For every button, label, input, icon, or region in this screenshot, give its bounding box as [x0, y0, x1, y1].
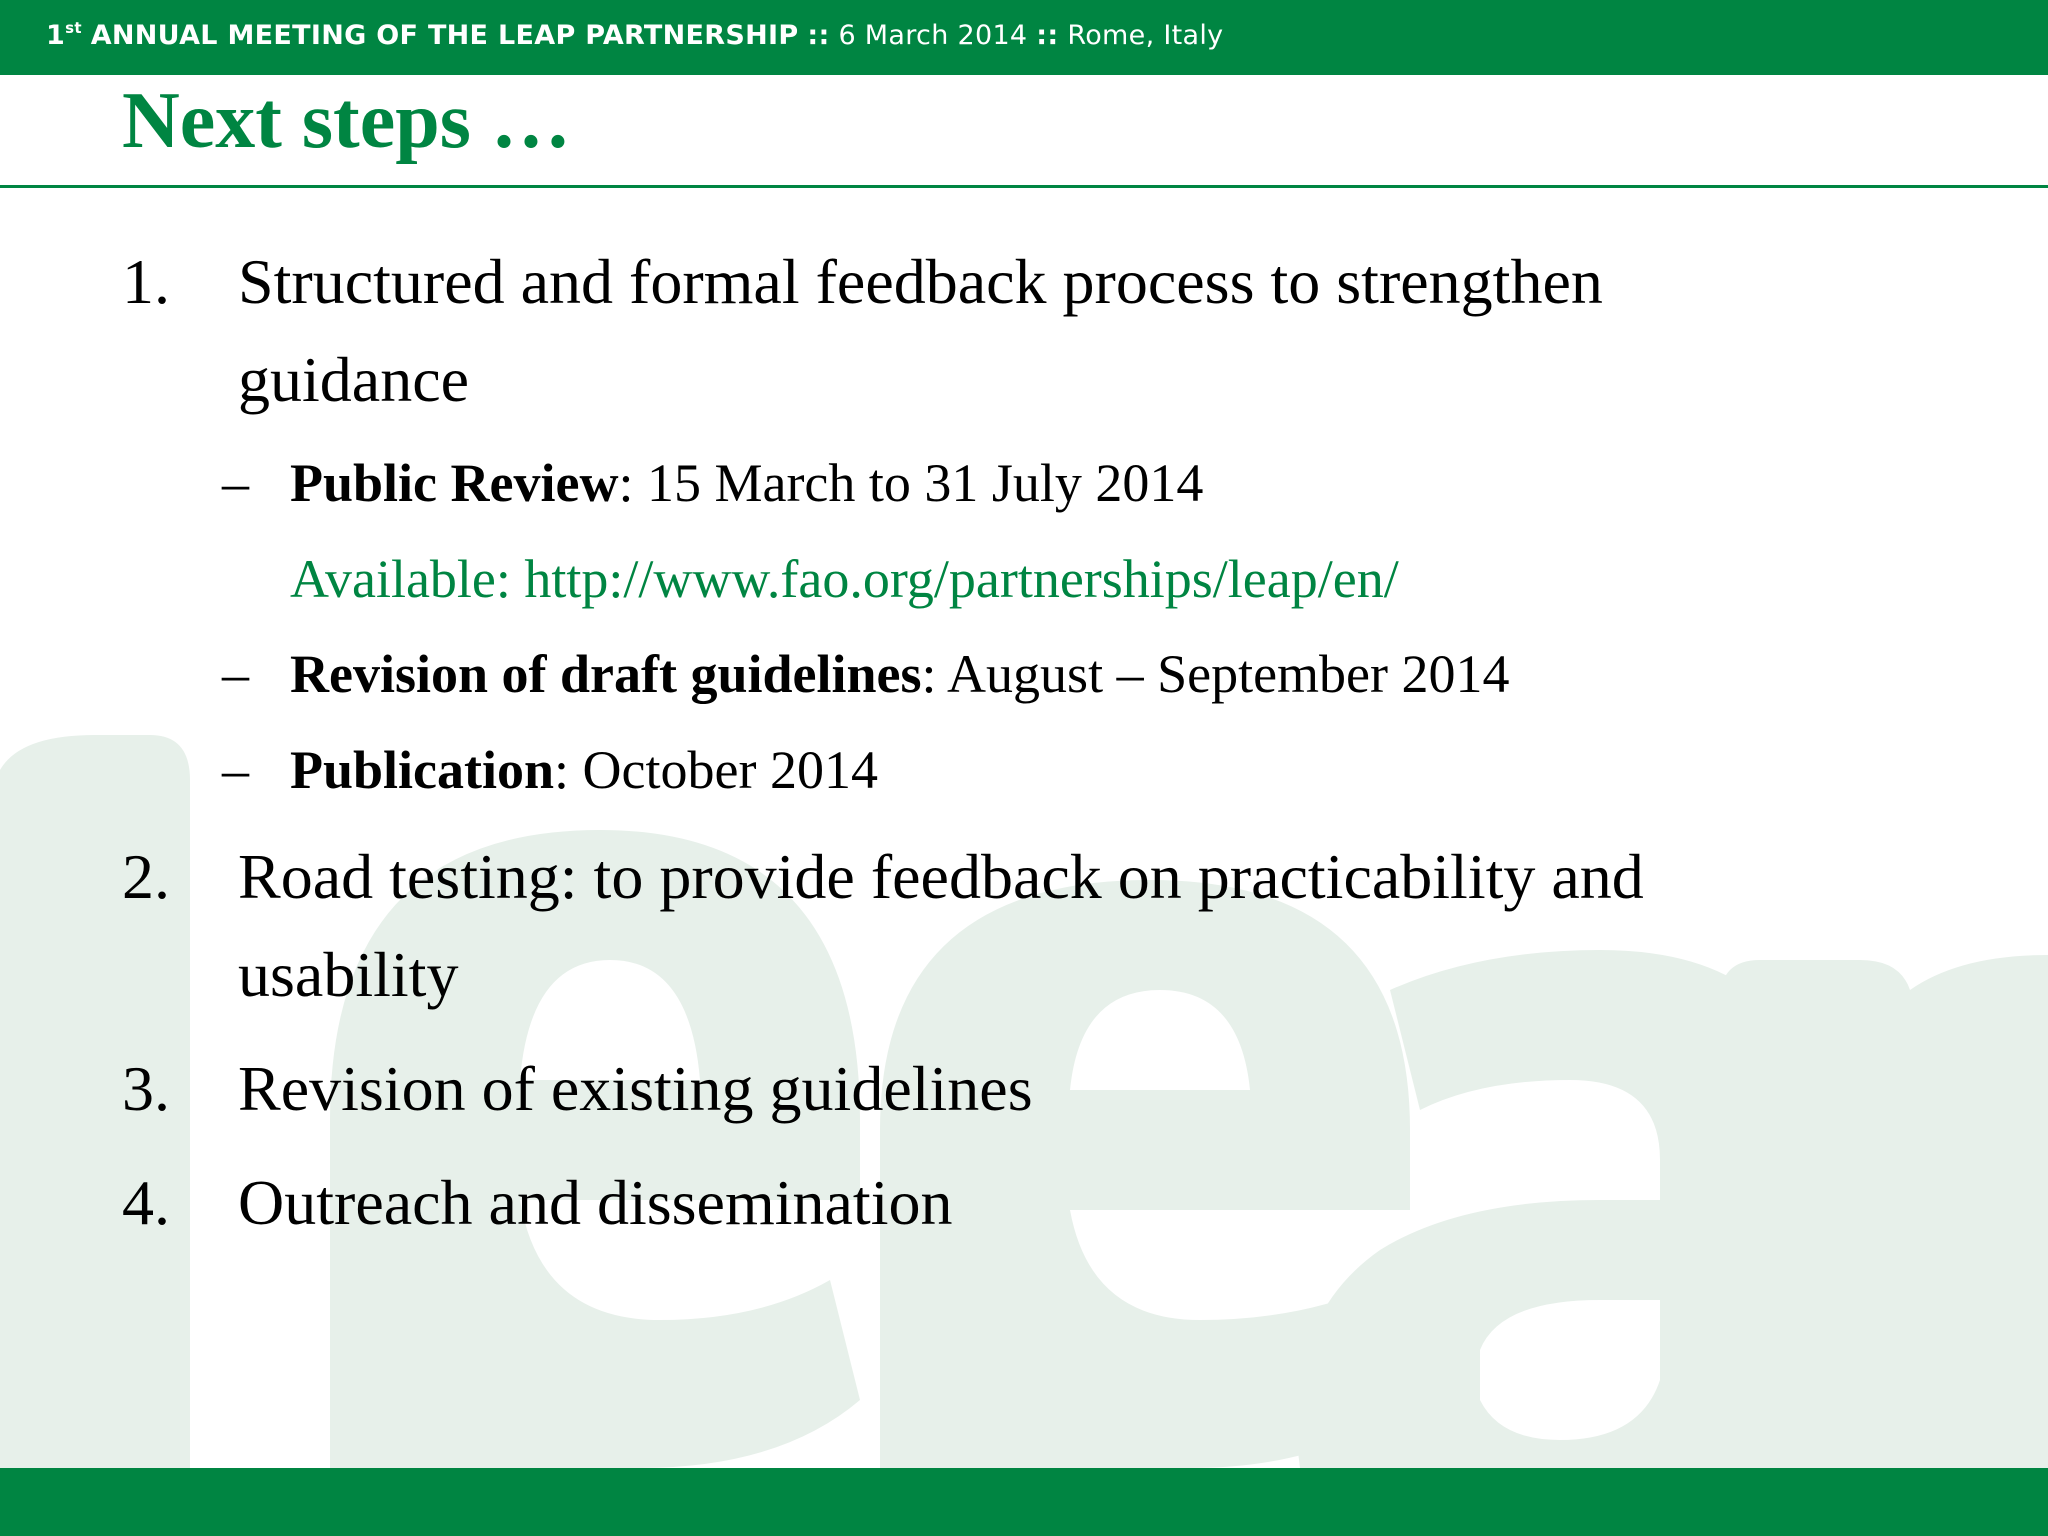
list-item: Outreach and dissemination: [238, 1167, 953, 1238]
item-number: 2.: [122, 841, 170, 912]
list-item: Road testing: to provide feedback on practicability and usability: [238, 841, 1644, 1010]
header-date: 6 March 2014: [838, 20, 1028, 51]
header-separator: ::: [1036, 20, 1059, 51]
sub-item-dash: –: [222, 740, 249, 800]
availability-link[interactable]: Available: http://www.fao.org/partnerships/leap/en/: [290, 549, 1399, 609]
sub-item-label: Revision of draft guidelines: [290, 644, 922, 704]
list-item: Structured and formal feedback process to strengthen guidance: [238, 246, 1603, 415]
header-event: ANNUAL MEETING OF THE LEAP PARTNERSHIP: [90, 20, 799, 51]
item-number: 4.: [122, 1167, 170, 1238]
sub-item-dash: –: [222, 453, 249, 513]
header-ordinal: 1: [46, 20, 66, 51]
header-location: Rome, Italy: [1067, 20, 1224, 51]
sub-item-public-review: [290, 447, 1203, 519]
sub-item-label: Publication: [290, 740, 555, 800]
sub-item-revision-draft: [290, 638, 1510, 710]
header-ordinal-suffix: st: [65, 19, 82, 37]
sub-item-value: : 15 March to 31 July 2014: [618, 453, 1204, 513]
slide-title: Next steps …: [122, 77, 571, 165]
sub-item-value: : October 2014: [554, 740, 878, 800]
list-item: Revision of existing guidelines: [238, 1053, 1033, 1124]
item-number: 1.: [122, 246, 170, 317]
sub-item-value: : August – September 2014: [921, 644, 1510, 704]
item-number: 3.: [122, 1053, 170, 1124]
header-separator: ::: [807, 20, 830, 51]
sub-item-dash: –: [222, 644, 249, 704]
sub-item-label: Public Review: [290, 453, 619, 513]
sub-item-publication: [290, 734, 878, 806]
